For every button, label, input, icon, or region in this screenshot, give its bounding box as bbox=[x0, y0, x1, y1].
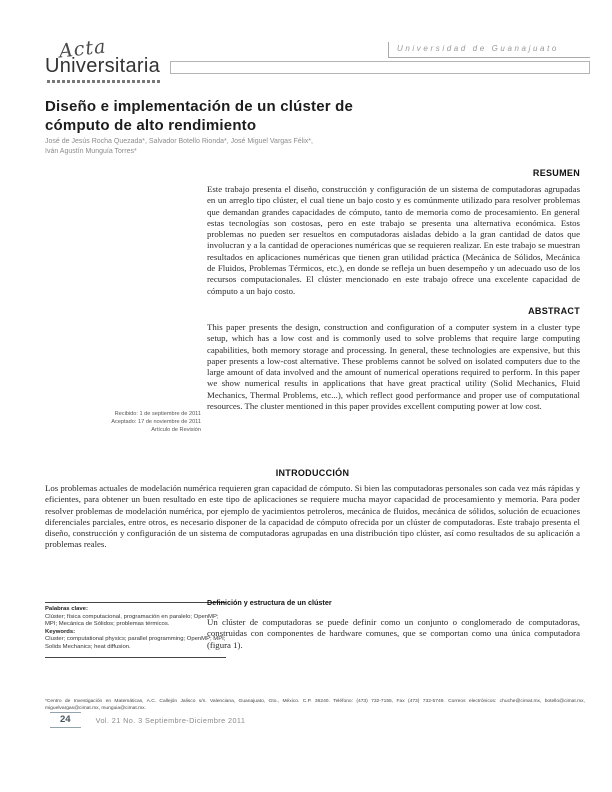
introduction-heading: INTRODUCCIÓN bbox=[275, 468, 350, 478]
header-university-block bbox=[388, 42, 590, 58]
section-body: Un clúster de computadoras se puede definir como un conjunto o conglomerado de computadoras, construidas con componentes de hardware comunes, que se comportan como una única computadora (figura 1). bbox=[207, 617, 580, 650]
authors-line-1: José de Jesús Rocha Quezada*, Salvador Botello Rionda*, José Miguel Vargas Félix*, bbox=[45, 138, 313, 145]
abstract-body: This paper presents the design, construction and configuration of a computer system in a cluster type setup, which has a low cost and is commonly used to solve problems that require large computing capabilities, both memory storage and processing. In general, these technologies are expensive, but this paper presents a low-cost alternative. These problems cannot be solved on isolated computers due to the large amount of data involved and the amount of numerical operations required to perform. In this paper we show numerical results in applications that have great practical utility (Solid Mechanics, Fluid Mechanics, Thermal Problems, etc...), which reflect good performance and proper use of computational resources. The cluster mentioned in this paper provides excellent computing power at low cost. bbox=[207, 321, 580, 412]
header-rule-box bbox=[170, 61, 590, 74]
abstract-heading: ABSTRACT bbox=[528, 305, 580, 316]
journal-logo-tagline bbox=[47, 80, 161, 83]
palabras-clave-label: Palabras clave: bbox=[45, 606, 88, 612]
abstract-column bbox=[207, 168, 580, 412]
keywords-sidebar bbox=[45, 602, 226, 658]
accepted-date: Aceptado: 17 de noviembre de 2011 bbox=[111, 419, 201, 425]
article-type: Artículo de Revisión bbox=[151, 427, 201, 433]
journal-logo-script: Acta bbox=[57, 35, 108, 63]
page-number: 24 bbox=[50, 712, 81, 728]
journal-logo-name: Universitaria bbox=[45, 55, 161, 77]
received-date: Recibido: 1 de septiembre de 2011 bbox=[114, 411, 201, 417]
introduction-body: Los problemas actuales de modelación numérica requieren gran capacidad de cómputo. Si bien las computadoras personales son cada vez más rápidas y eficientes, para obtener un buen resultado en este tipo de aplicaciones se requiere mucha mayor capacidad de procesamiento y memoria. Para poder resolver problemas de modelación numérica, por ejemplo de yacimientos petroleros, mecánica de fluidos, mecánica de sólidos, solución de ecuaciones diferenciales parciales, entre otros, es necesario disponer de la capacidad de cómputo ofrecida por un clúster de computadoras. Este trabajo presenta el diseño, construcción y configuración de un sistema de computadoras agrupadas en una distribución tipo clúster, así como resultados de su aplicación a problemas reales. bbox=[45, 483, 580, 550]
university-name: Universidad de Guanajuato bbox=[397, 44, 559, 53]
resumen-body: Este trabajo presenta el diseño, construcción y configuración de un sistema de computadoras agrupadas en un arreglo tipo clúster, el cual tiene un bajo costo y es comúnmente utilizado para resolver problemas que demandan grandes capacidades de cómputo, tanto de memoria como de procesamiento. En general estas tecnologías son costosas, pero en este trabajo se presenta una alternativa económica. Estos problemas no pueden ser resueltos en computadoras aisladas debido a la gran cantidad de datos que involucran y a la cantidad de operaciones numéricas que se requieren realizar. En este trabajo se muestran resultados en aplicaciones numéricas que tienen gran utilidad práctica (Mecánica de Sólidos, Mecánica de Fluidos, Problemas Térmicos, etc.), en donde se refleja un buen desempeño y un adecuado uso de los recursos computacionales. El clúster mencionado en este trabajo ofrece una excelente capacidad de cómputo a un bajo costo. bbox=[207, 184, 580, 296]
section-heading: Definición y estructura de un clúster bbox=[207, 598, 332, 607]
volume-info: Vol. 21 No. 3 Septiembre-Diciembre 2011 bbox=[95, 715, 246, 725]
article-meta-dates bbox=[45, 410, 201, 434]
affiliation-footnote: *Centro de Investigación en Matemáticas, A.C. Callejón Jalisco s/n. Valenciana, Guanajuato, Gto., México. C.P. 36240. Teléfono: (473) 732-7155, Fax (473) 732-5749. Correos electrónicos: chuche@cimat.mx, botello@cimat.mx, miguelvargas@cimat.mx, munguia@cimat.mx. bbox=[45, 699, 585, 711]
authors-list bbox=[45, 137, 445, 156]
page-title: Diseño e implementación de un clúster de cómputo de alto rendimiento bbox=[45, 98, 354, 134]
page-footer bbox=[50, 712, 245, 728]
resumen-heading: RESUMEN bbox=[532, 168, 580, 178]
section-column bbox=[207, 598, 580, 651]
authors-line-2: Iván Agustín Munguía Torres* bbox=[45, 147, 137, 155]
keywords-label: Keywords: bbox=[45, 628, 76, 635]
keywords-text: Cluster; computational physics; parallel programming; OpenMP; MPI; Solids Mechanics; heat diffusion. bbox=[45, 636, 226, 650]
palabras-clave-text: Clúster; física computacional, programación en paralelo; OpenMP; MPI; Mecánica de Sólidos; problemas térmicos. bbox=[45, 613, 219, 628]
